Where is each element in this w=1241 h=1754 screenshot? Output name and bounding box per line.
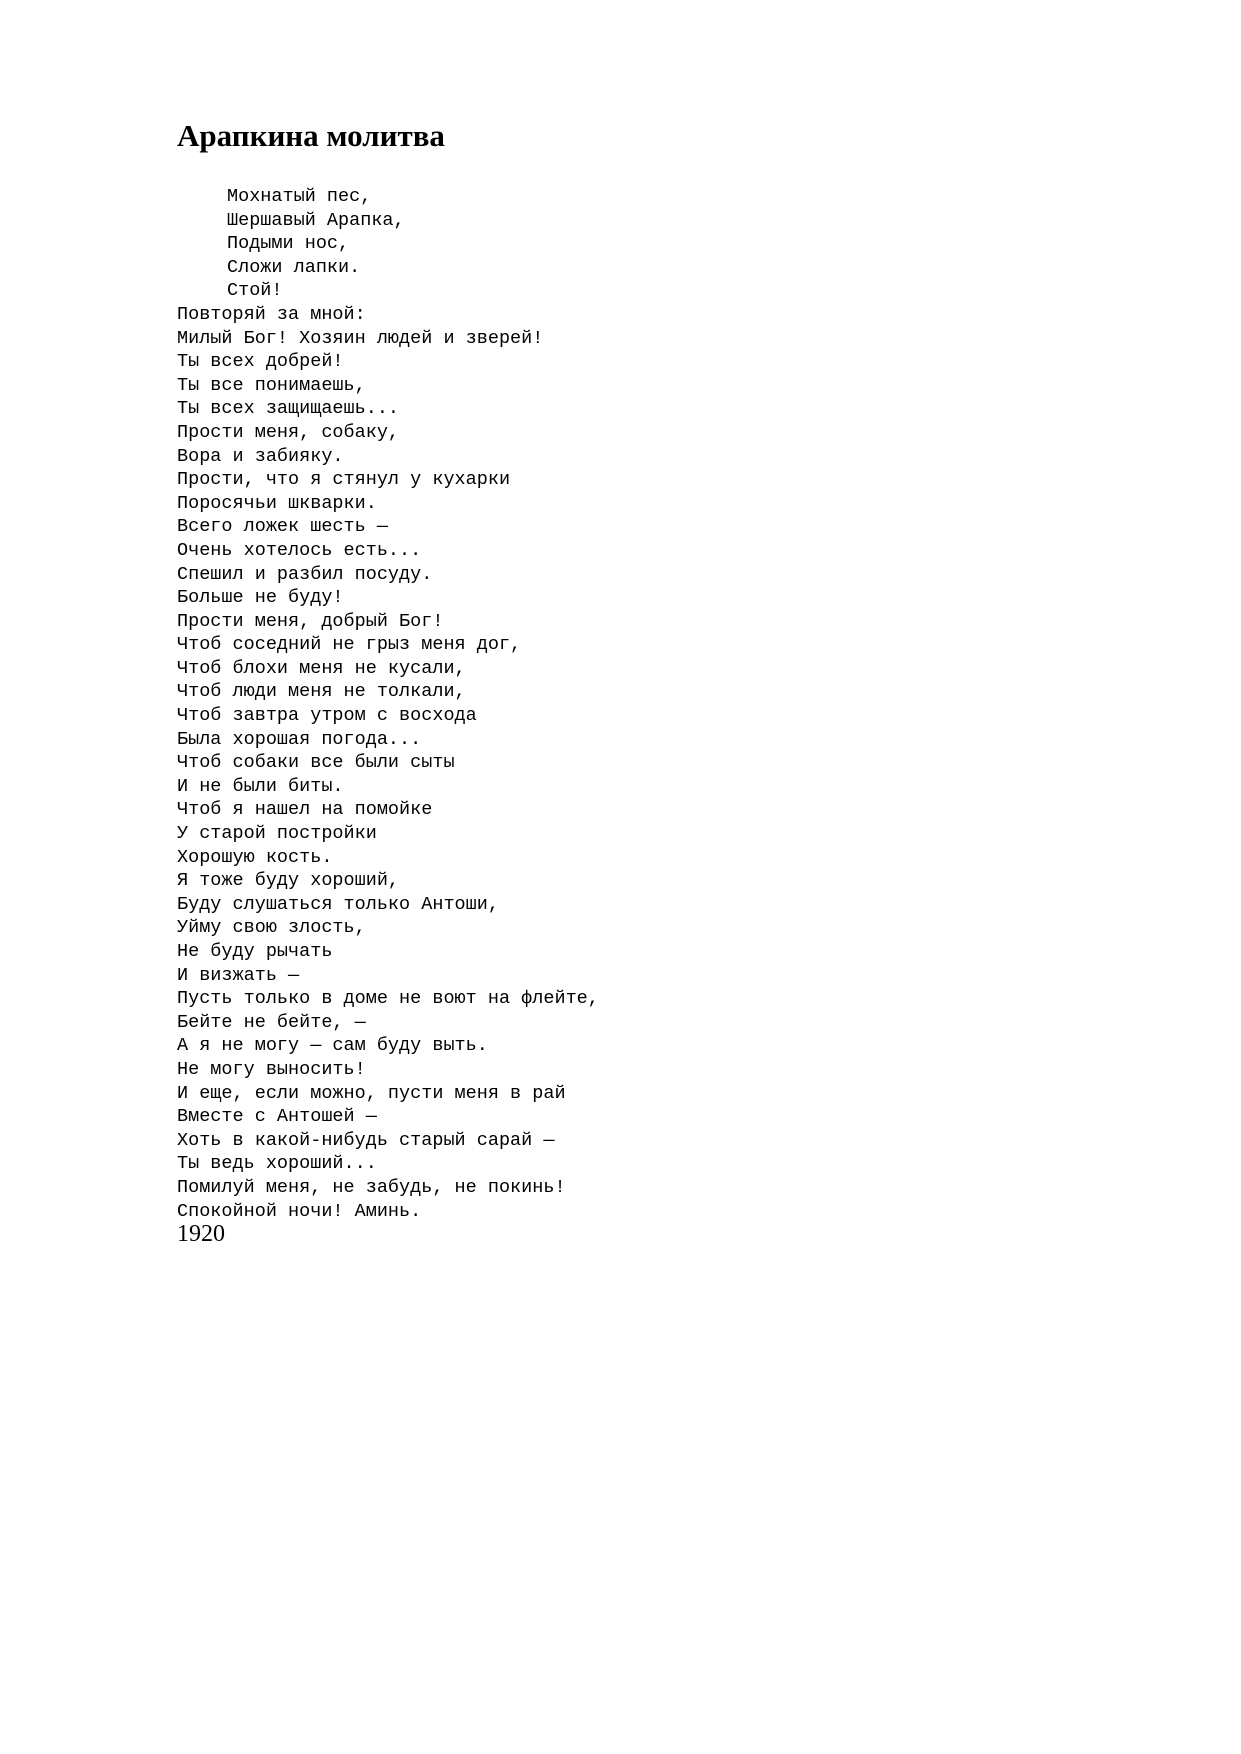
poem-line: Ты все понимаешь, — [177, 374, 366, 396]
poem-line: Чтоб люди меня не толкали, — [177, 681, 466, 703]
poem-line: Была хорошая погода... — [177, 728, 422, 750]
poem-line: Вместе с Антошей — — [177, 1106, 377, 1128]
poem-line: Хоть в какой-нибудь старый сарай — — [177, 1129, 555, 1151]
poem-line: Спешил и разбил посуду. — [177, 563, 433, 585]
poem-line: И визжать — — [177, 964, 300, 986]
poem-line: Не буду рычать — [177, 941, 333, 962]
poem-body — [177, 185, 599, 1223]
poem-title: Арапкина молитва — [177, 118, 445, 153]
poem-line: Буду слушаться только Антоши, — [177, 893, 499, 915]
poem-line: Прости, что я стянул у кухарки — [177, 469, 511, 491]
poem-line: Не могу выносить! — [177, 1058, 366, 1080]
poem-line: Поросячьи шкварки. — [177, 492, 377, 514]
poem-line: Чтоб блохи меня не кусали, — [177, 657, 466, 679]
poem-line: Сложи лапки. — [227, 256, 361, 278]
poem-line: А я не могу — сам буду выть. — [177, 1035, 488, 1057]
poem-line: Хорошую кость. — [177, 846, 333, 868]
poem-line: И еще, если можно, пусти меня в рай — [177, 1082, 566, 1104]
poem-line: Прости меня, добрый Бог! — [177, 610, 444, 632]
poem-line: Милый Бог! Хозяин людей и зверей! — [177, 327, 544, 349]
poem-line: Ты всех защищаешь... — [177, 398, 400, 420]
poem-line: Ты всех добрей! — [177, 351, 344, 373]
poem-line: У старой постройки — [177, 823, 377, 845]
poem-line: Чтоб собаки все были сыты — [177, 752, 455, 774]
poem-line: Очень хотелось есть... — [177, 539, 422, 561]
poem-line: Мохнатый пес, — [227, 186, 372, 207]
poem-line: Ты ведь хороший... — [177, 1153, 377, 1175]
poem-line: Я тоже буду хороший, — [177, 870, 400, 892]
poem-line: Стой! — [227, 280, 283, 302]
poem-line: Уйму свою злость, — [177, 917, 366, 939]
poem-year: 1920 — [177, 1221, 225, 1247]
poem-line: Чтоб я нашел на помойке — [177, 799, 433, 821]
poem-line: Всего ложек шесть — — [177, 516, 388, 538]
poem-line: Чтоб соседний не грыз меня дог, — [177, 634, 522, 656]
poem-line: И не были биты. — [177, 775, 344, 797]
poem-line: Пусть только в доме не воют на флейте, — [177, 988, 599, 1010]
poem-line: Чтоб завтра утром с восхода — [177, 705, 477, 727]
poem-line: Прости меня, собаку, — [177, 421, 400, 443]
poem-line: Больше не буду! — [177, 587, 344, 609]
poem-line: Подыми нос, — [227, 233, 350, 255]
poem-line: Бейте не бейте, — — [177, 1011, 366, 1033]
poem-line: Вора и забияку. — [177, 445, 344, 467]
poem-line: Шершавый Арапка, — [227, 209, 405, 231]
poem-line: Помилуй меня, не забудь, не покинь! — [177, 1176, 566, 1198]
poem-line: Повторяй за мной: — [177, 303, 366, 325]
poem-line: Спокойной ночи! Аминь. — [177, 1200, 422, 1222]
